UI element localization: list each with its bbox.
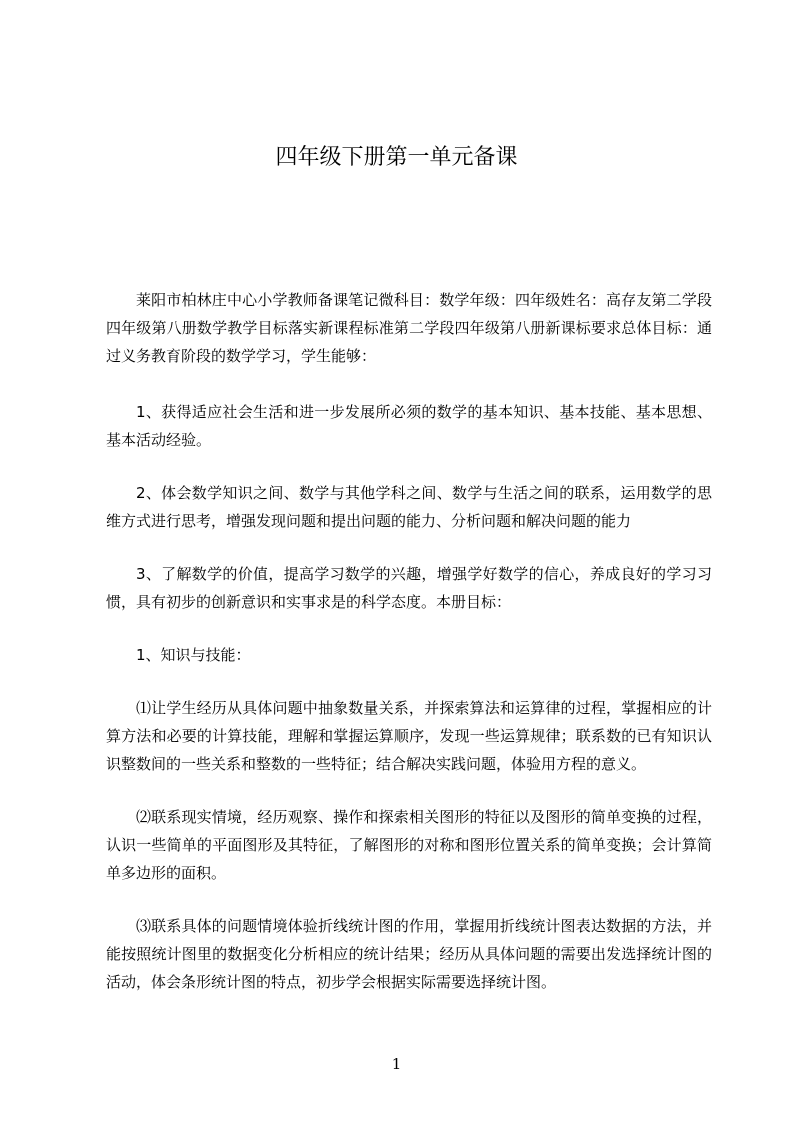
page-title: 四年级下册第一单元备课 bbox=[275, 145, 518, 170]
paragraph-knowledge-3: ⑶联系具体的问题情境体验折线统计图的作用，掌握用折线统计图表达数据的方法，并能按照统计图里的数据变化分析相应的统计结果；经历从具体问题的需要出发选择统计图的活动，体会条形统计图的特点，初步学会根据实际需要选择统计图。 bbox=[106, 917, 712, 991]
paragraph-intro: 莱阳市柏林庄中心小学教师备课笔记微科目：数学年级：四年级姓名：高存友第二学段四年级第八册数学教学目标落实新课程标准第二学段四年级第八册新课标要求总体目标：通过义务教育阶段的数学学习，学生能够： bbox=[106, 291, 712, 365]
paragraph-knowledge-2: ⑵联系现实情境，经历观察、操作和探索相关图形的特征以及图形的简单变换的过程，认识一些简单的平面图形及其特征，了解图形的对称和图形位置关系的简单变换；会计算简单多边形的面积。 bbox=[106, 808, 712, 882]
paragraph-knowledge-heading: 1、知识与技能： bbox=[136, 646, 251, 664]
page-number: 1 bbox=[391, 1055, 402, 1073]
document-body bbox=[106, 286, 712, 1021]
paragraph-goal-3: 3、了解数学的价值，提高学习数学的兴趣，增强学好数学的信心，养成良好的学习习惯，具有初步的创新意识和实事求是的科学态度。本册目标： bbox=[106, 565, 712, 611]
paragraph-knowledge-1: ⑴让学生经历从具体问题中抽象数量关系，并探索算法和运算律的过程，掌握相应的计算方法和必要的计算技能，理解和掌握运算顺序，发现一些运算规律；联系数的已有知识认识整数间的一些关系和整数的一些特征；结合解决实践问题，体验用方程的意义。 bbox=[106, 699, 712, 773]
paragraph-goal-2: 2、体会数学知识之间、数学与其他学科之间、数学与生活之间的联系，运用数学的思维方式进行思考，增强发现问题和提出问题的能力、分析问题和解决问题的能力 bbox=[106, 484, 712, 530]
paragraph-goal-1: 1、获得适应社会生活和进一步发展所必须的数学的基本知识、基本技能、基本思想、基本活动经验。 bbox=[106, 403, 712, 449]
